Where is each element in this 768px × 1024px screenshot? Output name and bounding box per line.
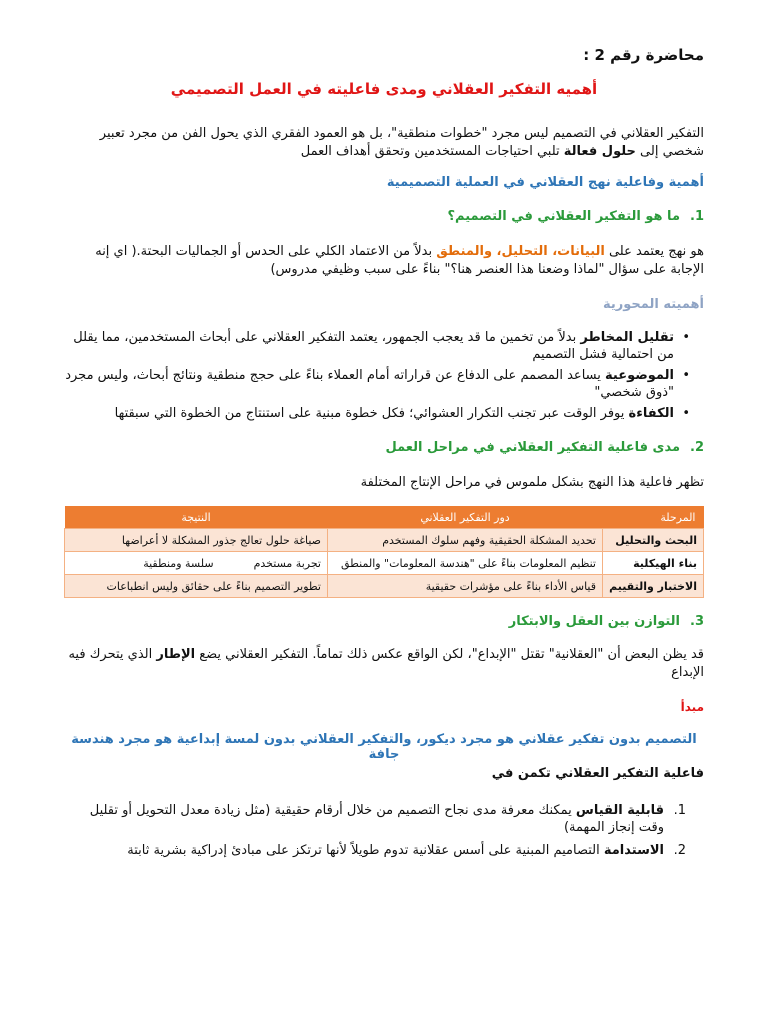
role-cell: تحديد المشكلة الحقيقية وفهم سلوك المستخدم xyxy=(328,529,603,552)
intro-text-1: التفكير العقلاني في التصميم ليس مجرد "خطوات منطقية"، بل هو العمود الفقري الذي يحول الفن من مجرد تعبير شخصي إلى xyxy=(99,126,704,159)
q3-bold: الإطار xyxy=(156,647,196,662)
principle-text: التصميم بدون تفكير عقلاني هو مجرد ديكور، والتفكير العقلاني بدون لمسة إبداعية هو مجرد هندسة جافة xyxy=(71,732,697,762)
importance-item xyxy=(64,367,690,401)
q3-text-post: الذي يتحرك فيه الإبداع xyxy=(68,647,704,680)
importance-heading: أهميته المحورية xyxy=(602,297,704,312)
q2-paragraph: تظهر فاعلية هذا النهج بشكل ملموس في مراحل الإنتاج المختلفة xyxy=(360,475,704,490)
importance-item-text: يوفر الوقت عبر تجنب التكرار العشوائي؛ فكل خطوة مبنية على استنتاج من الخطوة التي سبقتها xyxy=(114,406,629,421)
result-cell xyxy=(65,552,328,575)
result-part-a: تجربة مستخدم xyxy=(253,556,321,570)
table-row xyxy=(65,552,704,575)
principle-label: مبدأ xyxy=(680,700,704,714)
header-result: النتيجة xyxy=(65,506,328,529)
intro-bold: حلول فعالة xyxy=(563,144,636,159)
result-cell: صياغة حلول تعالج جذور المشكلة لا أعراضها xyxy=(65,529,328,552)
effectiveness-item xyxy=(64,842,686,859)
q1-heading xyxy=(64,209,704,229)
q3-heading-text: التوازن بين العقل والابتكار xyxy=(508,614,680,629)
stage-cell: الاختبار والتقييم xyxy=(603,575,704,598)
role-cell: تنظيم المعلومات بناءً على "هندسة المعلومات" والمنطق xyxy=(328,552,603,575)
effectiveness-list xyxy=(64,802,704,859)
importance-item-bold: الكفاءة xyxy=(628,406,674,421)
stage-cell: البحث والتحليل xyxy=(603,529,704,552)
effectiveness-item-text: التصاميم المبنية على أسس عقلانية تدوم طويلاً لأنها ترتكز على مبادئ إدراكية بشرية ثابتة xyxy=(127,843,604,858)
item-number: 2. xyxy=(673,843,686,858)
q3-paragraph xyxy=(64,646,704,682)
q1-heading-text: ما هو التفكير العقلاني في التصميم؟ xyxy=(447,209,680,224)
effectiveness-item-bold: الاستدامة xyxy=(603,843,664,858)
stages-table xyxy=(64,506,704,598)
q2-heading xyxy=(64,440,704,460)
result-part-b: سلسة ومنطقية xyxy=(143,556,214,570)
bullet-icon: • xyxy=(682,368,690,383)
table-row xyxy=(65,529,704,552)
header-stage: المرحلة xyxy=(603,506,704,529)
q2-heading-text: مدى فاعلية التفكير العقلاني في مراحل العمل xyxy=(385,440,680,455)
q3-number: 3. xyxy=(690,614,704,629)
stage-cell: بناء الهيكلية xyxy=(603,552,704,575)
q1-text-post: بدلاً من الاعتماد الكلي على الحدس أو الجماليات البحتة.( اي إنه الإجابة على سؤال "لماذا وضعنا هذا العنصر هنا؟" بناءً على سبب وظيفي مدروس) xyxy=(95,244,704,277)
table-row xyxy=(65,575,704,598)
q1-number: 1. xyxy=(690,209,704,224)
importance-item xyxy=(64,329,690,363)
q1-paragraph xyxy=(64,243,704,279)
q3-text-pre: قد يظن البعض أن "العقلانية" تقتل "الإبداع"، لكن الواقع عكس ذلك تماماً. التفكير العقلاني يضع xyxy=(195,647,704,662)
item-number: 1. xyxy=(673,803,686,818)
importance-item-text: بدلاً من تخمين ما قد يعجب الجمهور، يعتمد التفكير العقلاني على أبحاث المستخدمين، مما يقلل من احتمالية فشل التصميم xyxy=(73,330,674,362)
effectiveness-heading: فاعلية التفكير العقلاني تكمن في xyxy=(491,766,704,781)
effectiveness-item xyxy=(64,802,686,836)
q3-heading xyxy=(64,614,704,634)
importance-list xyxy=(64,329,704,422)
importance-item-bold: الموضوعية xyxy=(605,368,674,383)
intro-paragraph xyxy=(64,125,704,161)
intro-text-2: تلبي احتياجات المستخدمين وتحقق أهداف العمل xyxy=(300,144,564,159)
effectiveness-item-bold: قابلية القياس xyxy=(575,803,664,818)
result-cell: تطوير التصميم بناءً على حقائق وليس انطباعات xyxy=(65,575,328,598)
q2-number: 2. xyxy=(690,440,704,455)
q1-highlight: البيانات، التحليل، والمنطق xyxy=(436,244,605,259)
section-heading: أهمية وفاعلية نهج العقلاني في العملية التصميمية xyxy=(386,175,704,190)
lecture-number: محاضرة رقم 2 : xyxy=(583,46,704,64)
table-header-row xyxy=(65,506,704,529)
q1-text-pre: هو نهج يعتمد على xyxy=(604,244,704,259)
importance-item-text: يساعد المصمم على الدفاع عن قراراته أمام العملاء بناءً على حجج منطقية ونتائج أبحاث، وليس مجرد "ذوق شخصي" xyxy=(65,368,674,400)
bullet-icon: • xyxy=(682,330,690,345)
document-title: أهميه التفكير العقلاني ومدى فاعليته في العمل التصميمي xyxy=(170,80,598,98)
header-role: دور التفكير العقلاني xyxy=(328,506,603,529)
effectiveness-item-text: يمكنك معرفة مدى نجاح التصميم من خلال أرقام حقيقية (مثل زيادة معدل التحويل أو تقليل وقت إنجاز المهمة) xyxy=(89,803,664,835)
importance-item xyxy=(64,405,690,422)
importance-item-bold: تقليل المخاطر xyxy=(580,330,674,345)
role-cell: قياس الأداء بناءً على مؤشرات حقيقية xyxy=(328,575,603,598)
bullet-icon: • xyxy=(682,406,690,421)
